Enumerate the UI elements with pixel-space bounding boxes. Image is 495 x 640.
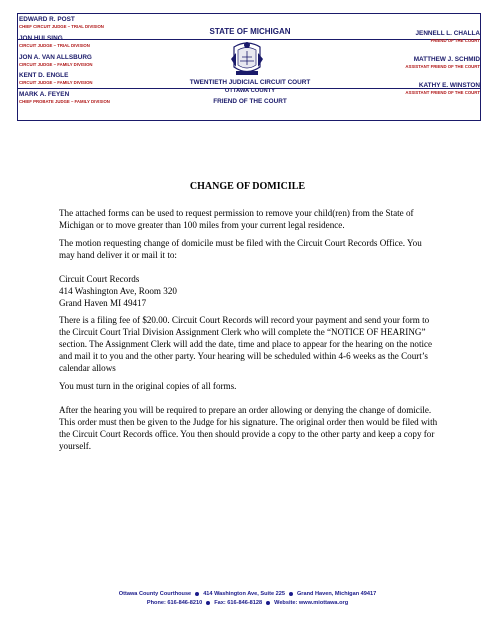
paragraph-text: There is a filing fee of $20.00. Circuit Court Records will record your payment and send your form to the Circuit Court Trial Division Assignment Clerk who will complete the “NOTICE OF HEARING” section. The Assignment Clerk will add the date, time and place to appear for the hearing on the notice and mail it to you and the other party. Your hearing will be scheduled within 4-6 weeks as the Court’s calendar allows <box>59 315 433 373</box>
bullet-icon <box>266 601 270 605</box>
official-title: FRIEND OF THE COURT <box>430 38 480 43</box>
judge-title: CIRCUIT JUDGE – FAMILY DIVISION <box>19 62 93 67</box>
judge-name: KENT D. ENGLE <box>19 72 69 79</box>
official-name: JENNELL L. CHALLA <box>415 30 480 37</box>
footer-fax: Fax: 616-846-8128 <box>214 600 263 606</box>
official-title: ASSISTANT FRIEND OF THE COURT <box>405 64 480 69</box>
official-name: MATTHEW J. SCHMID <box>413 56 480 63</box>
judge-name: EDWARD R. POST <box>19 16 75 23</box>
body-paragraph <box>59 380 439 392</box>
paragraph-text: After the hearing you will be required to prepare an order allowing or denying the change of domicile. This order must then be given to the Judge for his signature. The original order then would be filed with the Circuit Court Records office. You then should provide a copy to the other party and keep a copy for yourself. <box>59 405 438 451</box>
judge-title: CIRCUIT JUDGE – TRIAL DIVISION <box>19 43 90 48</box>
footer-item: Grand Haven, Michigan 49417 <box>296 591 377 597</box>
footer-website: Website: www.miottawa.org <box>274 600 349 606</box>
mailing-address <box>59 273 439 309</box>
official-name: KATHY E. WINSTON <box>418 82 480 89</box>
address-line: Circuit Court Records <box>59 274 140 284</box>
paragraph-text: You must turn in the original copies of all forms. <box>59 381 237 391</box>
address-line: Grand Haven MI 49417 <box>59 298 147 308</box>
judge-name: JON A. VAN ALLSBURG <box>19 54 92 61</box>
body-paragraph <box>59 207 439 231</box>
paragraph-text: The attached forms can be used to request permission to remove your child(ren) from the State of Michigan or to move greater than 100 miles from your current legal residence. <box>59 208 414 230</box>
judge-title: CHIEF PROBATE JUDGE – FAMILY DIVISION <box>19 99 110 104</box>
county-name: OTTAWA COUNTY <box>224 88 276 94</box>
bullet-icon <box>206 601 210 605</box>
state-name: STATE OF MICHIGAN <box>209 27 291 36</box>
judge-name: JON HULSING <box>19 35 63 42</box>
michigan-state-seal-icon <box>228 37 266 77</box>
paragraph-text: The motion requesting change of domicile must be filed with the Circuit Court Records Office. You may hand deliver it or mail it to: <box>59 238 422 260</box>
footer-phone: Phone: 616-846-8210 <box>146 600 203 606</box>
body-paragraph <box>59 237 439 261</box>
footer-contact <box>0 600 495 606</box>
judge-title: CHIEF CIRCUIT JUDGE – TRIAL DIVISION <box>19 24 104 29</box>
footer-address <box>0 591 495 597</box>
footer-item: Ottawa County Courthouse <box>118 591 192 597</box>
bullet-icon <box>289 592 293 596</box>
address-line: 414 Washington Ave, Room 320 <box>59 286 177 296</box>
official-title: ASSISTANT FRIEND OF THE COURT <box>405 90 480 95</box>
body-paragraph <box>59 404 439 452</box>
judge-name: MARK A. FEYEN <box>19 91 70 98</box>
office-name: FRIEND OF THE COURT <box>213 98 287 105</box>
judge-title: CIRCUIT JUDGE – FAMILY DIVISION <box>19 80 93 85</box>
body-paragraph <box>59 314 439 374</box>
footer-item: 414 Washington Ave, Suite 225 <box>203 591 285 597</box>
document-title: CHANGE OF DOMICILE <box>189 181 306 192</box>
court-name: TWENTIETH JUDICIAL CIRCUIT COURT <box>189 79 311 86</box>
bullet-icon <box>195 592 199 596</box>
